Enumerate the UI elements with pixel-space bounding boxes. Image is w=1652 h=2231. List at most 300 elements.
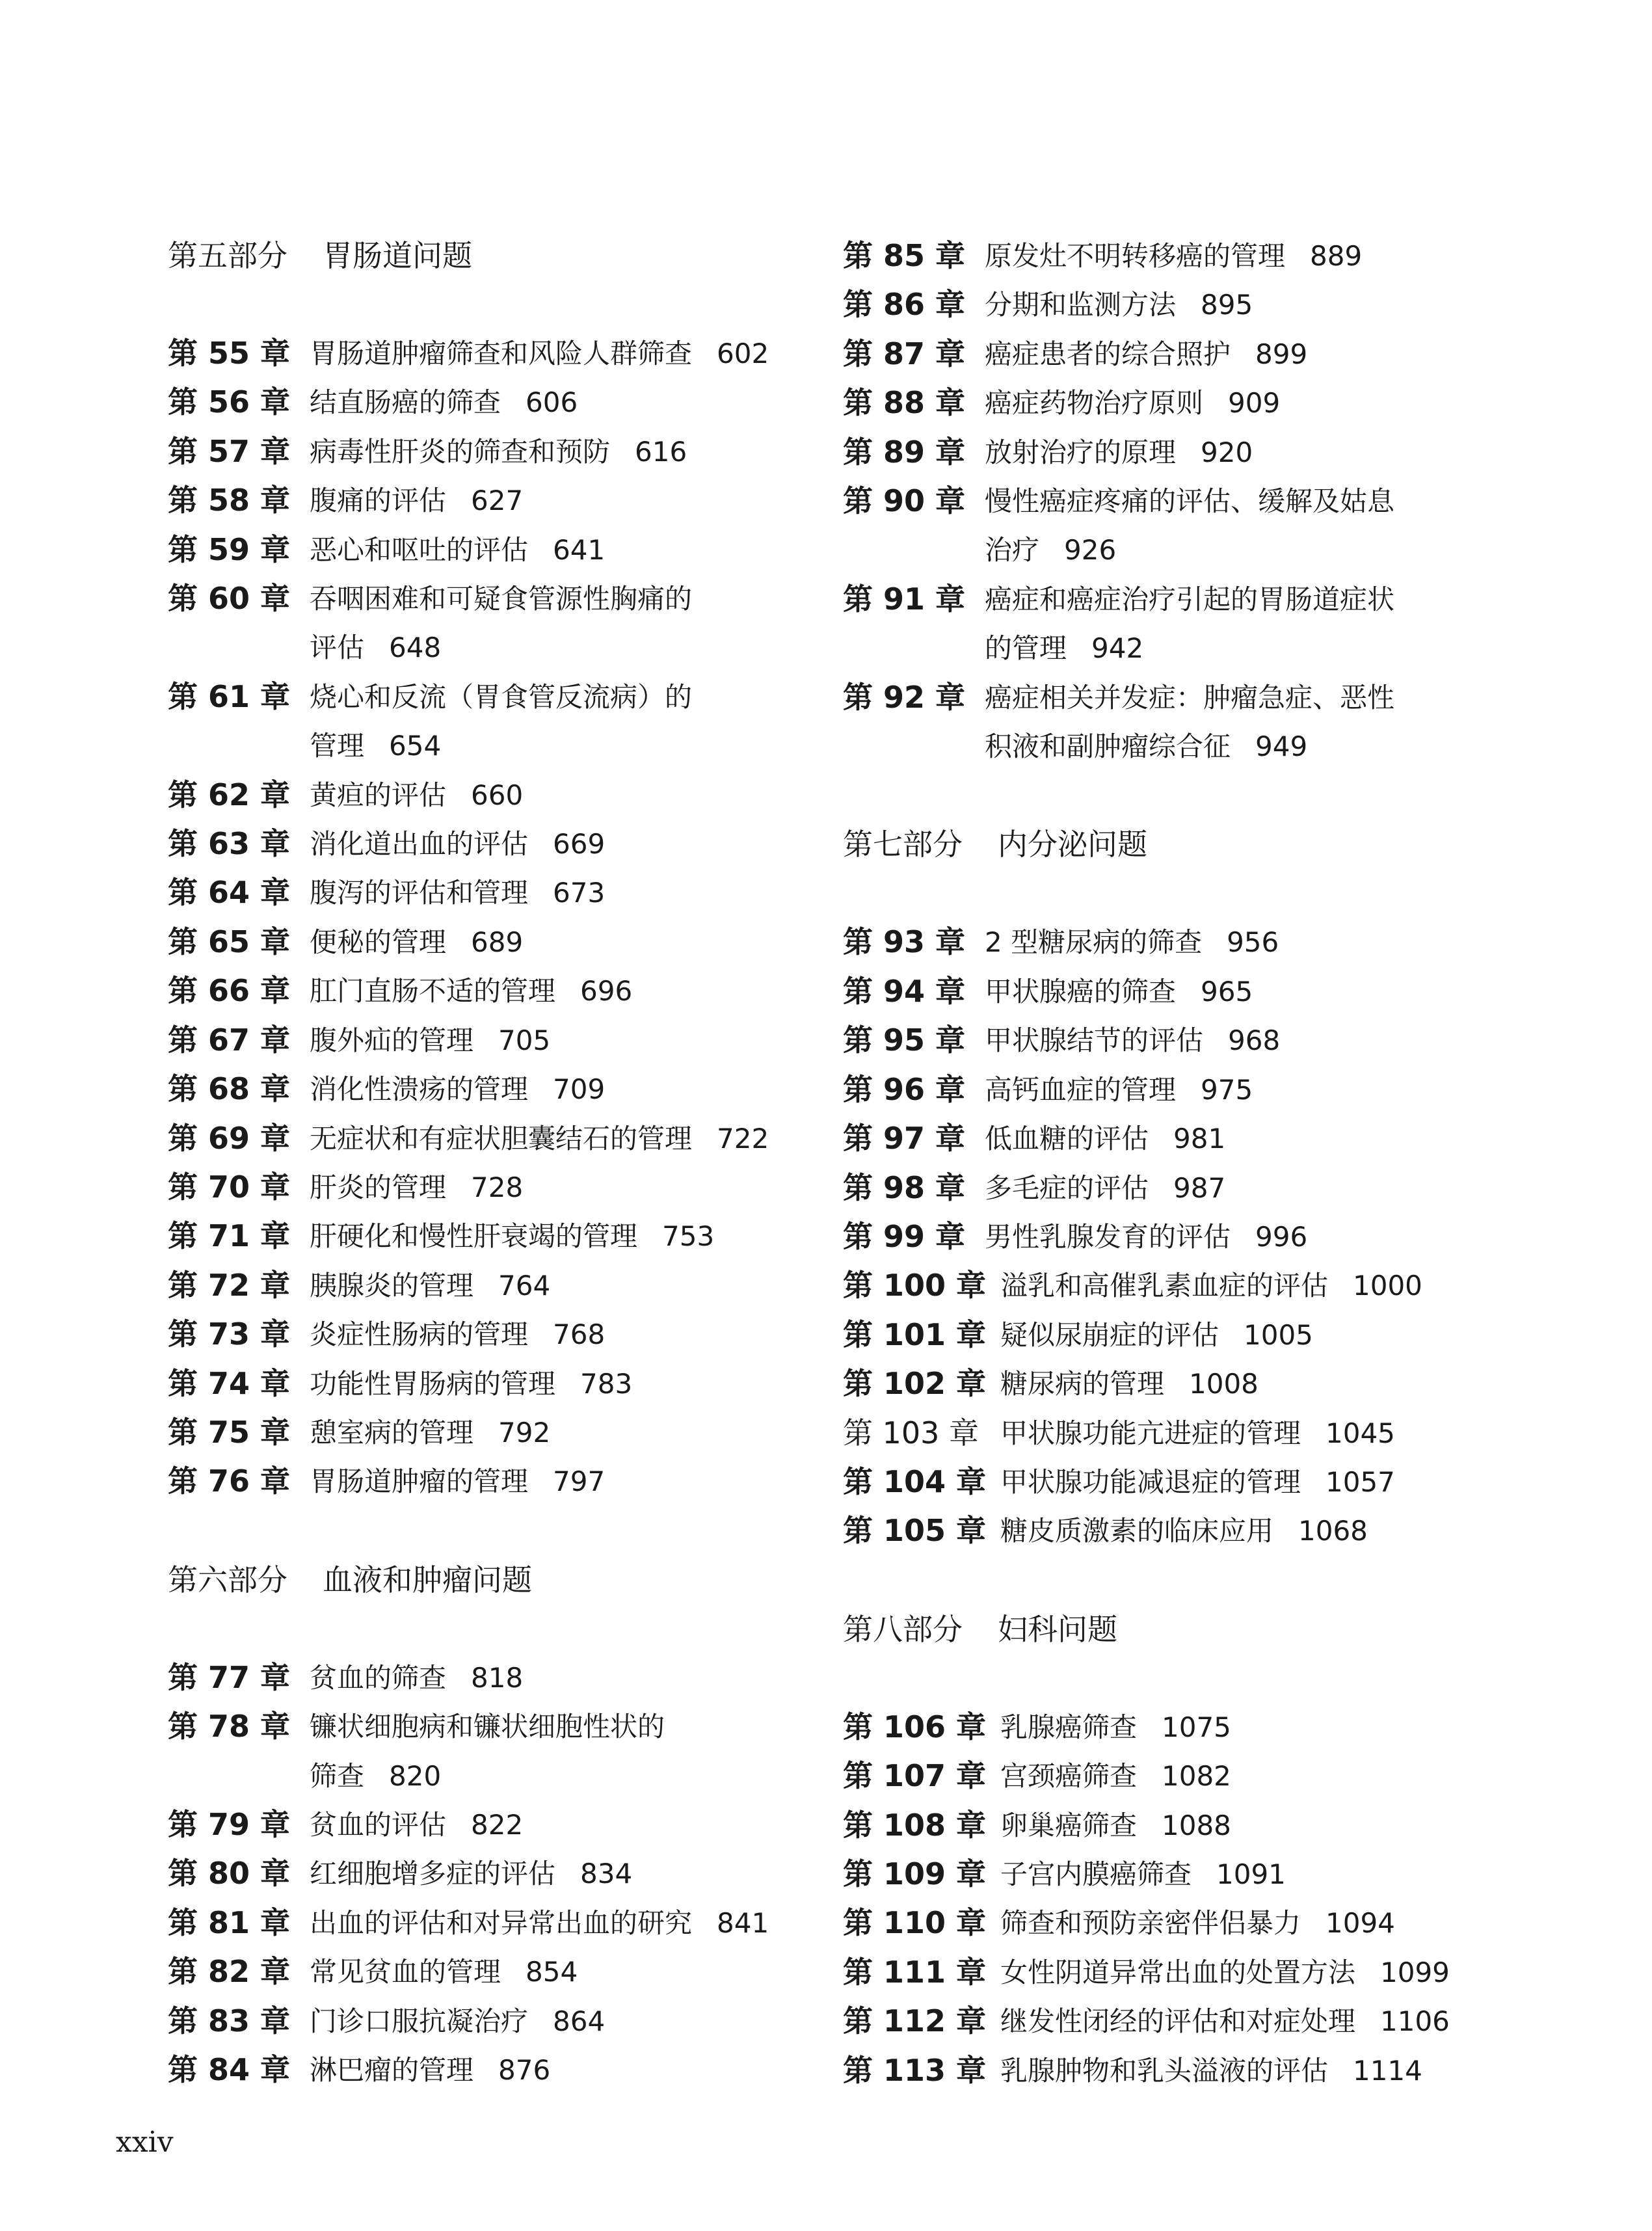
chapter-title [1000, 1311, 1526, 1359]
page-ref[interactable]: 926 [1064, 534, 1117, 567]
chapter-title [985, 575, 1526, 673]
chapter-title-line [1000, 1458, 1526, 1506]
chapter-title-line [985, 232, 1526, 280]
chapter-number: 第 95 章 [843, 1022, 966, 1058]
toc-entry[interactable] [843, 1899, 1526, 1947]
page-ref[interactable]: 1000 [1353, 1270, 1422, 1302]
toc-entry[interactable] [168, 967, 818, 1015]
toc-entry[interactable] [843, 428, 1526, 477]
chapter-title-line [310, 1752, 818, 1800]
chapter-title [310, 868, 818, 917]
chapter-title-text: 胃肠道肿瘤筛查和风险人群筛查 [310, 338, 693, 369]
page-ref[interactable]: 1088 [1162, 1809, 1231, 1841]
chapter-title-text: 吞咽困难和可疑食管源性胸痛的 [310, 583, 693, 615]
toc-entry[interactable] [168, 427, 818, 476]
chapter-title [310, 820, 818, 868]
chapter-number: 第 113 章 [843, 2052, 987, 2088]
chapter-number: 第 87 章 [843, 336, 966, 371]
page-ref[interactable]: 818 [471, 1661, 524, 1694]
toc-entry[interactable] [843, 2046, 1526, 2095]
section-heading [168, 232, 818, 280]
chapter-title-line [310, 526, 818, 574]
page-ref[interactable]: 854 [526, 1956, 578, 1988]
chapter-number: 第 69 章 [168, 1120, 291, 1156]
chapter-title-text: 糖尿病的管理 [1000, 1368, 1165, 1400]
chapter-number: 第 63 章 [168, 826, 291, 862]
chapter-number: 第 100 章 [843, 1268, 987, 1303]
chapter-number: 第 106 章 [843, 1709, 987, 1744]
chapter-number: 第 57 章 [168, 433, 291, 469]
chapter-number: 第 74 章 [168, 1365, 291, 1401]
toc-entry[interactable] [168, 1947, 818, 1996]
chapter-title-text: 憩室病的管理 [310, 1416, 474, 1449]
chapter-title [310, 673, 818, 771]
chapter-title [1000, 1899, 1526, 1947]
page-ref[interactable]: 876 [498, 2054, 551, 2086]
toc-entry[interactable] [168, 868, 818, 917]
chapter-title-line [310, 673, 818, 721]
page-ref[interactable]: 641 [553, 533, 606, 566]
chapter-title [985, 477, 1526, 575]
chapter-title [985, 1114, 1526, 1163]
page-ref[interactable]: 1114 [1353, 2054, 1422, 2087]
chapter-title-line [1000, 1261, 1526, 1310]
chapter-number: 第 94 章 [843, 973, 966, 1009]
page-ref[interactable]: 705 [498, 1024, 551, 1056]
chapter-title [1000, 1801, 1526, 1850]
chapter-number: 第 73 章 [168, 1316, 291, 1352]
page-ref[interactable]: 975 [1201, 1073, 1253, 1106]
chapter-title [1000, 1997, 1526, 2046]
toc-entry[interactable] [168, 574, 818, 673]
page-ref[interactable]: 864 [553, 2005, 606, 2037]
chapter-title [985, 280, 1526, 329]
chapter-title-line [1000, 1752, 1526, 1800]
page-ref[interactable]: 689 [471, 926, 524, 958]
section-heading-gap [168, 280, 818, 329]
page-ref[interactable]: 909 [1228, 387, 1281, 420]
chapter-title [310, 1457, 818, 1506]
chapter-title [310, 427, 818, 476]
toc-entry[interactable] [843, 1409, 1526, 1458]
toc-entry[interactable] [168, 378, 818, 427]
page-ref[interactable]: 616 [635, 435, 687, 468]
chapter-title-line [985, 918, 1526, 967]
toc-entry[interactable] [168, 1899, 818, 1947]
chapter-number: 第 82 章 [168, 1954, 291, 1990]
chapter-title [310, 329, 818, 378]
toc-entry[interactable] [168, 1997, 818, 2046]
chapter-number: 第 93 章 [843, 924, 966, 960]
page-ref[interactable]: 709 [553, 1073, 606, 1106]
chapter-title-line [1000, 1850, 1526, 1899]
chapter-title-line [310, 771, 818, 820]
toc-entry[interactable] [168, 1163, 818, 1212]
chapter-title-line [1000, 1311, 1526, 1359]
toc-entry[interactable] [843, 1997, 1526, 2046]
page-ref[interactable]: 899 [1255, 338, 1308, 370]
chapter-title [1000, 1409, 1526, 1458]
chapter-title-text: 消化性溃疡的管理 [310, 1073, 529, 1106]
page-ref[interactable]: 956 [1227, 926, 1279, 959]
toc-entry[interactable] [168, 1408, 818, 1457]
chapter-title [1000, 1458, 1526, 1506]
chapter-title-text: 的管理 [985, 632, 1067, 665]
page-ref[interactable]: 606 [526, 386, 578, 419]
toc-entry[interactable] [843, 1359, 1526, 1408]
page-ref[interactable]: 1057 [1326, 1465, 1395, 1498]
toc-entry[interactable] [843, 1703, 1526, 1752]
toc-entry[interactable] [843, 232, 1526, 280]
page-ref[interactable]: 889 [1310, 240, 1363, 272]
chapter-title-line [1000, 1409, 1526, 1458]
section-part-label: 第六部分 [168, 1562, 287, 1597]
chapter-title-text: 腹外疝的管理 [310, 1024, 474, 1056]
section-part-label: 第七部分 [843, 827, 963, 862]
toc-entry[interactable] [843, 575, 1526, 673]
chapter-title-line [310, 1702, 818, 1751]
chapter-number: 第 55 章 [168, 336, 291, 371]
chapter-number: 第 103 章 [843, 1415, 979, 1450]
toc-entry[interactable] [843, 1016, 1526, 1065]
toc-entry[interactable] [843, 1164, 1526, 1212]
chapter-title-text: 镰状细胞病和镰状细胞性状的 [310, 1711, 665, 1743]
page-ref[interactable]: 1045 [1326, 1417, 1395, 1449]
chapter-title-line [985, 1016, 1526, 1065]
chapter-title-text: 功能性胃肠病的管理 [310, 1367, 556, 1400]
chapter-title-line [985, 330, 1526, 379]
chapter-title-line [310, 1997, 818, 2046]
page-ref[interactable]: 834 [580, 1858, 633, 1890]
toc-entry[interactable] [168, 329, 818, 378]
chapter-title [310, 918, 818, 967]
chapter-title-text: 糖皮质激素的临床应用 [1000, 1515, 1274, 1547]
page-ref[interactable]: 1008 [1189, 1368, 1259, 1400]
chapter-number: 第 112 章 [843, 2003, 987, 2039]
toc-entry[interactable] [843, 1752, 1526, 1800]
chapter-title [310, 1261, 818, 1310]
toc-entry[interactable] [168, 820, 818, 868]
chapter-number: 第 99 章 [843, 1218, 966, 1254]
chapter-title-line [310, 1359, 818, 1408]
page-ref[interactable]: 792 [498, 1416, 551, 1449]
chapter-title [310, 378, 818, 427]
page-ref[interactable]: 602 [717, 338, 769, 369]
section-heading-gap [843, 868, 1526, 918]
chapter-number: 第 60 章 [168, 581, 291, 617]
chapter-title-line [310, 623, 818, 672]
section-name: 妇科问题 [998, 1611, 1117, 1647]
page-ref[interactable]: 1082 [1162, 1760, 1231, 1793]
toc-entry[interactable] [168, 1114, 818, 1163]
chapter-title-text: 甲状腺功能减退症的管理 [1000, 1465, 1301, 1498]
chapter-number: 第 107 章 [843, 1758, 987, 1794]
chapter-title-line [310, 1310, 818, 1359]
chapter-title [310, 1653, 818, 1702]
section-heading-gap [168, 1604, 818, 1653]
page-ref[interactable]: 920 [1201, 436, 1253, 468]
chapter-title [310, 1408, 818, 1457]
chapter-title-text: 低血糖的评估 [985, 1123, 1149, 1155]
chapter-title-line [1000, 2046, 1526, 2095]
chapter-title-text: 多毛症的评估 [985, 1171, 1149, 1204]
chapter-title-text: 筛查 [310, 1759, 365, 1792]
page-ref[interactable]: 764 [498, 1269, 551, 1302]
page-ref[interactable]: 728 [471, 1171, 524, 1203]
chapter-title [310, 1997, 818, 2046]
chapter-title-text: 2 型糖尿病的筛查 [985, 926, 1203, 959]
page-ref[interactable]: 895 [1201, 289, 1253, 321]
chapter-title-line [310, 1261, 818, 1310]
chapter-title-text: 门诊口服抗凝治疗 [310, 2005, 529, 2037]
toc-entry[interactable] [168, 1359, 818, 1408]
toc-entry[interactable] [843, 1261, 1526, 1310]
chapter-number: 第 62 章 [168, 777, 291, 812]
chapter-number: 第 89 章 [843, 434, 966, 470]
chapter-title-text: 癌症患者的综合照护 [985, 338, 1231, 370]
chapter-title-text: 癌症相关并发症：肿瘤急症、恶性 [985, 681, 1395, 714]
page-ref[interactable]: 1005 [1244, 1318, 1313, 1351]
chapter-title-text: 卵巢癌筛查 [1000, 1809, 1138, 1841]
chapter-title-text: 治疗 [985, 534, 1040, 567]
page-ref[interactable]: 987 [1173, 1171, 1226, 1204]
toc-entry[interactable] [843, 967, 1526, 1016]
page-number: xxiv [116, 2126, 174, 2159]
toc-entry[interactable] [168, 918, 818, 967]
section-gap [843, 1556, 1526, 1605]
chapter-title-text: 出血的评估和对异常出血的研究 [310, 1906, 693, 1939]
chapter-title [985, 967, 1526, 1016]
chapter-title-text: 无症状和有症状胆囊结石的管理 [310, 1122, 693, 1155]
page-ref[interactable]: 1106 [1380, 2005, 1450, 2038]
chapter-title-line [1000, 1997, 1526, 2046]
page-ref[interactable]: 797 [553, 1465, 606, 1498]
section-heading [168, 1556, 818, 1604]
toc-entry[interactable] [843, 1065, 1526, 1114]
chapter-number: 第 80 章 [168, 1856, 291, 1891]
chapter-title-line [310, 820, 818, 868]
toc-entry[interactable] [843, 1114, 1526, 1163]
toc-entry[interactable] [168, 1016, 818, 1065]
chapter-title [985, 1065, 1526, 1114]
chapter-title-text: 筛查和预防亲密伴侣暴力 [1000, 1907, 1301, 1940]
chapter-title-text: 甲状腺结节的评估 [985, 1024, 1204, 1057]
chapter-title [310, 1899, 818, 1947]
chapter-title-line [985, 477, 1526, 526]
chapter-number: 第 90 章 [843, 483, 966, 519]
chapter-title [1000, 1850, 1526, 1899]
toc-entry[interactable] [843, 330, 1526, 379]
chapter-title-text: 恶心和呕吐的评估 [310, 533, 529, 566]
toc-entry[interactable] [843, 1801, 1526, 1850]
toc-entry[interactable] [168, 1800, 818, 1849]
page-ref[interactable]: 648 [389, 632, 442, 664]
page-ref[interactable]: 1075 [1162, 1711, 1231, 1743]
chapter-title [310, 1947, 818, 1996]
chapter-title [310, 1702, 818, 1800]
chapter-number: 第 75 章 [168, 1414, 291, 1450]
section-name: 内分泌问题 [998, 827, 1147, 862]
chapter-number: 第 98 章 [843, 1169, 966, 1205]
section-name: 血液和肿瘤问题 [323, 1562, 532, 1597]
chapter-title-text: 甲状腺癌的筛查 [985, 975, 1177, 1008]
toc-entry[interactable] [168, 1310, 818, 1359]
chapter-title-text: 慢性癌症疼痛的评估、缓解及姑息 [985, 485, 1395, 518]
chapter-title-line [310, 574, 818, 623]
toc-entry[interactable] [843, 477, 1526, 575]
chapter-title-text: 病毒性肝炎的筛查和预防 [310, 435, 611, 468]
chapter-number: 第 76 章 [168, 1463, 291, 1499]
chapter-number: 第 110 章 [843, 1905, 987, 1941]
page-ref[interactable]: 841 [717, 1906, 769, 1939]
page-ref[interactable]: 1099 [1380, 1956, 1450, 1988]
chapter-title [310, 2046, 818, 2094]
page-ref[interactable]: 627 [471, 485, 524, 517]
toc-entry[interactable] [168, 771, 818, 820]
page-ref[interactable]: 673 [553, 877, 606, 909]
toc-entry[interactable] [843, 918, 1526, 967]
page-ref[interactable]: 753 [662, 1220, 715, 1253]
chapter-number: 第 64 章 [168, 875, 291, 911]
page-ref[interactable]: 1091 [1216, 1858, 1286, 1890]
toc-entry[interactable] [168, 1653, 818, 1702]
page-ref[interactable]: 669 [553, 828, 606, 861]
chapter-title [310, 1310, 818, 1359]
toc-entry[interactable] [168, 1212, 818, 1261]
page-ref[interactable]: 768 [553, 1318, 606, 1351]
chapter-title [1000, 1703, 1526, 1752]
chapter-title [310, 526, 818, 574]
chapter-title-text: 消化道出血的评估 [310, 828, 529, 861]
chapter-number: 第 77 章 [168, 1659, 291, 1695]
chapter-title-text: 肝硬化和慢性肝衰竭的管理 [310, 1220, 638, 1253]
toc-entry[interactable] [168, 476, 818, 525]
chapter-number: 第 65 章 [168, 924, 291, 959]
chapter-title [310, 771, 818, 820]
page-ref[interactable]: 968 [1228, 1024, 1281, 1057]
chapter-title-text: 评估 [310, 632, 365, 664]
chapter-title-text: 烧心和反流（胃食管反流病）的 [310, 680, 693, 713]
toc-entry[interactable] [168, 2046, 818, 2094]
chapter-title-text: 疑似尿崩症的评估 [1000, 1318, 1219, 1351]
chapter-title [985, 673, 1526, 771]
chapter-title-text: 炎症性肠病的管理 [310, 1318, 529, 1351]
page-ref[interactable]: 722 [717, 1122, 769, 1155]
toc-entry[interactable] [843, 1311, 1526, 1359]
page-ref[interactable]: 822 [471, 1808, 524, 1841]
chapter-title-line [310, 918, 818, 967]
chapter-title [1000, 2046, 1526, 2095]
page-ref[interactable]: 942 [1091, 632, 1144, 665]
toc-entry[interactable] [843, 1212, 1526, 1261]
chapter-title-text: 放射治疗的原理 [985, 436, 1177, 468]
chapter-title-line [310, 427, 818, 476]
chapter-title-text: 癌症药物治疗原则 [985, 387, 1204, 420]
toc-entry[interactable] [168, 1261, 818, 1310]
chapter-title [310, 1114, 818, 1163]
toc-entry[interactable] [843, 280, 1526, 329]
chapter-title-text: 贫血的筛查 [310, 1661, 447, 1694]
chapter-title-line [985, 280, 1526, 329]
chapter-number: 第 86 章 [843, 287, 966, 323]
chapter-title-line [985, 1212, 1526, 1261]
page-ref[interactable]: 783 [580, 1367, 633, 1400]
chapter-title-line [1000, 1948, 1526, 1997]
page-ref[interactable]: 996 [1255, 1220, 1308, 1253]
chapter-title-text: 甲状腺功能亢进症的管理 [1000, 1417, 1301, 1449]
chapter-title-text: 子宫内膜癌筛查 [1000, 1858, 1192, 1890]
chapter-title [310, 1849, 818, 1898]
chapter-title-line [310, 967, 818, 1015]
chapter-number: 第 102 章 [843, 1366, 987, 1402]
chapter-title-text: 肛门直肠不适的管理 [310, 975, 556, 1008]
chapter-title-text: 分期和监测方法 [985, 289, 1177, 321]
chapter-title-text: 常见贫血的管理 [310, 1956, 501, 1988]
chapter-number: 第 88 章 [843, 385, 966, 421]
chapter-title-line [985, 526, 1526, 574]
toc-entry[interactable] [843, 1948, 1526, 1997]
chapter-title [1000, 1948, 1526, 1997]
toc-entry[interactable] [168, 673, 818, 771]
page-ref[interactable]: 654 [389, 730, 442, 762]
chapter-number: 第 85 章 [843, 238, 966, 273]
page-ref[interactable]: 965 [1201, 975, 1253, 1008]
page-ref[interactable]: 981 [1173, 1123, 1226, 1155]
chapter-title-text: 结直肠癌的筛查 [310, 386, 501, 419]
chapter-title-line [1000, 1506, 1526, 1555]
page-ref[interactable]: 696 [580, 975, 633, 1008]
chapter-title-text: 高钙血症的管理 [985, 1073, 1177, 1106]
toc-entry[interactable] [168, 1457, 818, 1506]
toc-entry[interactable] [168, 526, 818, 574]
toc-entry[interactable] [843, 379, 1526, 427]
chapter-title-text: 腹泻的评估和管理 [310, 877, 529, 909]
toc-entry[interactable] [168, 1065, 818, 1114]
section-part-label: 第五部分 [168, 238, 287, 273]
chapter-title-text: 男性乳腺发育的评估 [985, 1220, 1231, 1253]
toc-entry[interactable] [843, 1458, 1526, 1506]
page-ref[interactable]: 1068 [1298, 1515, 1368, 1547]
chapter-title-line [310, 1653, 818, 1702]
chapter-title-line [310, 1065, 818, 1114]
chapter-title-line [985, 379, 1526, 427]
chapter-number: 第 104 章 [843, 1463, 987, 1499]
toc-entry[interactable] [843, 1506, 1526, 1555]
chapter-number: 第 92 章 [843, 679, 966, 715]
chapter-title-line [985, 428, 1526, 477]
toc-entry[interactable] [168, 1702, 818, 1800]
page-ref[interactable]: 660 [471, 779, 524, 811]
page-ref[interactable]: 1094 [1326, 1907, 1395, 1940]
page-ref[interactable]: 949 [1255, 730, 1308, 763]
chapter-title-line [310, 1849, 818, 1898]
chapter-title-text: 继发性闭经的评估和对症处理 [1000, 2005, 1356, 2038]
chapter-number: 第 81 章 [168, 1904, 291, 1940]
chapter-title-line [985, 967, 1526, 1016]
chapter-title [1000, 1261, 1526, 1310]
toc-entry[interactable] [843, 1850, 1526, 1899]
chapter-number: 第 61 章 [168, 678, 291, 714]
chapter-number: 第 111 章 [843, 1954, 987, 1990]
chapter-title-line [310, 1016, 818, 1065]
toc-entry[interactable] [843, 673, 1526, 771]
chapter-title [310, 1016, 818, 1065]
chapter-title [310, 967, 818, 1015]
page-ref[interactable]: 820 [389, 1759, 442, 1792]
chapter-number: 第 67 章 [168, 1022, 291, 1058]
toc-entry[interactable] [168, 1849, 818, 1898]
chapter-title-text: 胰腺炎的管理 [310, 1269, 474, 1302]
